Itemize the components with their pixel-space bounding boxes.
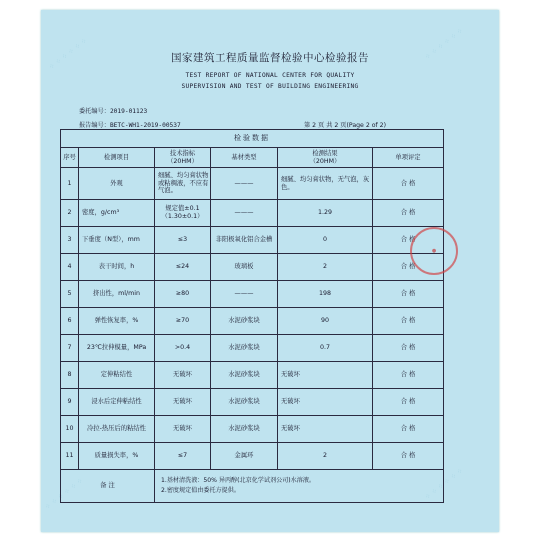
test-data-table: [60, 129, 444, 503]
header-result-sub: （20HM）: [309, 157, 341, 165]
row-result: 无破坏: [278, 362, 373, 389]
note-line: 1.基材清洗液：50% 异丙醇(北京化学试剂公司)水溶液。: [161, 476, 316, 484]
row-verdict: 合 格: [373, 308, 444, 335]
row-result: 无破坏: [278, 416, 373, 443]
row-verdict: 合 格: [373, 335, 444, 362]
security-watermark: ⁘ ⁘ ⁘ ⁘ ⁘ ⁘: [43, 476, 85, 512]
row-spec: 无破坏: [155, 416, 211, 443]
table-row: [61, 362, 444, 389]
row-spec: 细腻、均匀膏状物或粘稠液，不应有气泡。: [155, 168, 211, 200]
page-info: [304, 120, 386, 129]
row-item: 密度，g/cm³: [79, 200, 155, 227]
row-no: 1: [61, 168, 79, 200]
row-verdict: 合 格: [373, 362, 444, 389]
row-result: 90: [278, 308, 373, 335]
security-watermark: ⁘ ⁘ ⁘ ⁘ ⁘ ⁘: [47, 36, 89, 72]
row-spec: 无破坏: [155, 389, 211, 416]
row-item: 冷拉-热压后的粘结性: [79, 416, 155, 443]
row-no: 8: [61, 362, 79, 389]
header-result-label: 检测结果: [312, 149, 338, 157]
row-spec: 规定值±0.1（1.30±0.1）: [155, 200, 211, 227]
row-spec: ≤24: [155, 254, 211, 281]
header-spec: [155, 148, 211, 168]
row-no: 7: [61, 335, 79, 362]
row-no: 5: [61, 281, 79, 308]
row-verdict: 合 格: [373, 200, 444, 227]
row-substrate: 非阳极氧化铝合金槽: [211, 227, 278, 254]
row-result: 198: [278, 281, 373, 308]
row-no: 11: [61, 443, 79, 470]
header-verdict: 单项评定: [373, 148, 444, 168]
row-result: 0.7: [278, 335, 373, 362]
header-spec-label: 技术指标: [169, 149, 196, 157]
row-item: 弹性恢复率，%: [79, 308, 155, 335]
table-row: [61, 389, 444, 416]
row-spec: ≥80: [155, 281, 211, 308]
header-item: 检测项目: [79, 148, 155, 168]
security-watermark: ⁘ ⁘ ⁘ ⁘ ⁘ ⁘: [423, 26, 465, 62]
security-watermark: ⁘ ⁘ ⁘ ⁘ ⁘ ⁘: [423, 466, 465, 502]
table-row: [61, 200, 444, 227]
row-no: 2: [61, 200, 79, 227]
entrust-number-label: 委托编号：: [79, 108, 110, 115]
row-substrate: 水泥砂浆块: [211, 389, 278, 416]
table-row: [61, 281, 444, 308]
page-info-text: 第 2 页 共 2 页(Page 2 of 2): [304, 122, 387, 129]
row-no: 6: [61, 308, 79, 335]
report-title-cn: 国家建筑工程质量监督检验中心检验报告: [171, 52, 369, 64]
row-substrate: ———: [211, 281, 278, 308]
row-substrate: ———: [211, 168, 278, 200]
table-row: [61, 308, 444, 335]
table-row: [61, 443, 444, 470]
row-verdict: 合 格: [373, 227, 444, 254]
row-verdict: 合 格: [373, 254, 444, 281]
report-number-label: 报告编号：: [79, 122, 110, 129]
notes-row: [61, 470, 444, 503]
row-verdict: 合 格: [373, 443, 444, 470]
row-verdict: 合 格: [373, 168, 444, 200]
table-row: [61, 168, 444, 200]
row-result: 2: [278, 443, 373, 470]
row-substrate: 水泥砂浆块: [211, 308, 278, 335]
row-item: 23℃拉伸模量，MPa: [79, 335, 155, 362]
row-spec: ≥70: [155, 308, 211, 335]
row-verdict: 合 格: [373, 281, 444, 308]
row-item: 外观: [79, 168, 155, 200]
row-substrate: 水泥砂浆块: [211, 416, 278, 443]
header-no: 序号: [61, 148, 79, 168]
row-no: 3: [61, 227, 79, 254]
row-spec: 无破坏: [155, 362, 211, 389]
report-title-en-line2: SUPERVISION AND TEST OF BUILDING ENGINEERING: [181, 83, 359, 90]
report-number: [79, 120, 181, 129]
table-caption: 检验数据: [61, 130, 444, 148]
row-verdict: 合 格: [373, 389, 444, 416]
row-no: 9: [61, 389, 79, 416]
row-item: 定伸粘结性: [79, 362, 155, 389]
table-row: [61, 335, 444, 362]
row-spec: >0.4: [155, 335, 211, 362]
note-line: 2.密度规定值由委托方提供。: [161, 487, 240, 494]
report-title-en-line1: TEST REPORT OF NATIONAL CENTER FOR QUALITY: [185, 72, 355, 79]
row-substrate: 金属环: [211, 443, 278, 470]
entrust-number-value: 2019-01123: [109, 108, 148, 115]
row-spec: ≤7: [155, 443, 211, 470]
row-result: 无破坏: [278, 389, 373, 416]
row-item: 下垂度（N型），mm: [79, 227, 155, 254]
table-row: [61, 254, 444, 281]
table-row: [61, 227, 444, 254]
table-row: [61, 416, 444, 443]
row-verdict: 合 格: [373, 416, 444, 443]
row-substrate: 水泥砂浆块: [211, 335, 278, 362]
header-result: [278, 148, 373, 168]
row-item: 浸水后定伸粘结性: [79, 389, 155, 416]
row-item: 挤出性，ml/min: [79, 281, 155, 308]
red-seal-stamp: ●: [410, 227, 458, 275]
row-result: 0: [278, 227, 373, 254]
notes-content: [155, 470, 444, 503]
row-substrate: ———: [211, 200, 278, 227]
row-no: 10: [61, 416, 79, 443]
row-result: 细腻、均匀膏状物，无气泡，灰色。: [278, 168, 373, 200]
row-no: 4: [61, 254, 79, 281]
row-spec: ≤3: [155, 227, 211, 254]
header-spec-sub: （20HM）: [167, 157, 198, 165]
row-substrate: 水泥砂浆块: [211, 362, 278, 389]
header-substrate: 基材类型: [211, 148, 278, 168]
report-number-value: BETC-WH1-2019-00537: [109, 122, 181, 129]
row-result: 2: [278, 254, 373, 281]
entrust-number: [79, 106, 147, 115]
row-result: 1.29: [278, 200, 373, 227]
row-item: 表干时间，h: [79, 254, 155, 281]
notes-label: 备 注: [61, 470, 155, 503]
row-substrate: 玻璃板: [211, 254, 278, 281]
row-item: 质量损失率，%: [79, 443, 155, 470]
